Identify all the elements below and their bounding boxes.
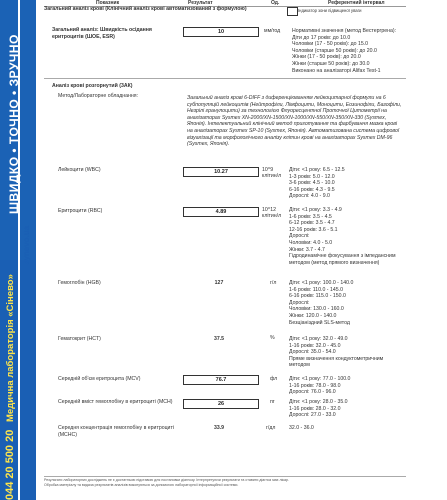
mch-name: Середній вміст гемоглобіну в еритроциті (MCH) (58, 399, 173, 405)
brand-slogan: ШВИДКО • ТОЧНО • ЗРУЧНО (7, 34, 21, 214)
rbc-ref: Діти: <1 року: 3.3 - 4.9 1-6 років: 3.5 - 4.5 6-12 років: 3.5 - 4.7 12-16 років: 3.6 - 5.1 Дорослі: Чоловіки: 4.0 - 5.0 Жінки: 3.7 - 4.7 Гідродинамічне фокусування з імпедансним методом (метод прямого визначення) (289, 207, 396, 266)
wbc-name: Лейкоцити (WBC) (58, 167, 101, 173)
hgb-unit: г/л (270, 280, 277, 286)
hgb-name: Гемоглобін (HGB) (58, 280, 101, 286)
method-text: Загальний аналіз крові 6-DIFF з диференціюванням лейкоцитарної формули на 6 субпопуляцій лейкоцитів (Нейтрофіли, Лімфоцити, Моноцити, Еозинофіли, Базофіли, Незрілі гранулоцити) за технологією Флуоресцентної Проточної Цитометрії на аналізаторах Sysmex XN-2000/XN-1500/XN-1000/XN-550/XN-350/XN-330 (Sysmex, Японія). Інтелектуальний клінічний метод приготування та фарбування мазка крові на аналізаторах Sysmex SP-10 (Sysmex, Японія). Автоматизована система цифрової візуалізації та морфологічного аналізу клітин крові на аналізаторах Sysmex DM-96 (Sysmex, Японія). (187, 95, 402, 148)
hct-value: 37.5 (213, 336, 225, 342)
method-label: Метод/Лабораторне обладнання: (58, 93, 139, 99)
wbc-value: 10.27 (183, 167, 259, 177)
esr-name: Загальний аналіз: Швидкість осідання еритроцитів (ШОЕ, ESR) (52, 27, 152, 40)
attention-indicator-legend-box (287, 7, 298, 16)
mcv-ref: Діти: <1 року: 77.0 - 100.0 1-16 років: 78.0 - 98.0 Дорослі: 76.0 - 96.0 (289, 376, 351, 396)
wbc-ref: Діти: <1 року: 6.5 - 12.5 1-3 років: 5.0 - 12.0 3-6 років: 4.5 - 10.0 6-16 років: 4.3 - 9.5 Дорослі: 4.0 - 9.0 (289, 167, 345, 200)
mcv-name: Середній об'єм еритроцита (MCV) (58, 376, 141, 382)
mchc-unit: г/дл (266, 425, 276, 431)
section-title-cbc: Загальний аналіз крові (Клінічний аналіз крові автоматизований з формулою) (44, 6, 247, 12)
hgb-ref: Діти: <1 року: 100.0 - 140.0 1-6 років: 110.0 - 145.0 6-16 років: 115.0 - 150.0 Дорослі: Чоловіки: 130.0 - 160.0 Жінки: 120.0 - 140.0 Безціаніздний SLS-метод (289, 280, 354, 326)
mch-ref: Діти: <1 року: 28.0 - 35.0 1-16 років: 28.0 - 32.0 Дорослі: 27.0 - 33.0 (289, 399, 348, 419)
section-title-full-cbc: Аналіз крові розгорнутий (3АК) (52, 83, 133, 89)
rbc-name: Еритроцити (RBC) (58, 208, 103, 214)
header-reference: Референтний інтервал (328, 0, 385, 6)
brand-url: synevo.ua (22, 225, 31, 265)
brand-sidebar (0, 0, 36, 500)
rbc-value: 4.89 (183, 207, 259, 217)
brand-phone: 044 20 500 20 (4, 429, 16, 500)
hct-ref: Діти: <1 року: 32.0 - 49.0 1-16 років: 32.0 - 45.0 Дорослі: 35.0 - 54.0 Пряме визначення кондуктометричним методом (289, 336, 384, 369)
mchc-name: Середня концентрація гемоглобіну в еритроциті (MCHC) (58, 425, 174, 438)
brand-lab-name: Медична лабораторія «Сінево» (5, 274, 16, 422)
footer-disclaimer: Результати лабораторних досліджень не є достатньою підставою для постановки діагнозу. Інтерпретуючи результати та ставити діагноз має лікар. (44, 478, 290, 482)
header-result: Результат (188, 0, 213, 6)
header-indicator: Показник (96, 0, 120, 6)
hgb-value: 127 (214, 280, 224, 286)
mcv-value: 76.7 (183, 375, 259, 385)
esr-value: 10 (183, 27, 259, 37)
mchc-value: 33.9 (213, 425, 225, 431)
mchc-ref: 32.0 - 36.0 (289, 425, 314, 431)
hct-unit: % (270, 335, 275, 341)
esr-ref: Нормативні значення (метод Вестергрена): Діти до 17 років: до 10.0 Чоловіки (17 - 50 років): до 15.0 Чоловіки (старше 50 років): до 20.0 Жінки (17 - 50 років): до 20.0 Жінки (старше 50 років): до 30.0 Виконано на аналізаторі Alifax Test-1 (292, 28, 397, 74)
mch-value: 26 (183, 399, 259, 409)
hct-name: Гематокрит (HCT) (58, 336, 101, 342)
wbc-unit: 10^9 клітин/л (262, 167, 282, 179)
header-unit: Од. (271, 0, 280, 6)
attention-indicator-legend: Індикатор зони підвищеної уваги (298, 7, 362, 13)
mch-unit: пг (270, 399, 275, 405)
esr-unit: мм/год (264, 28, 281, 34)
lab-report (44, 0, 447, 500)
rbc-unit: 10^12 клітин/л (262, 207, 282, 219)
footer-lis-note: Обробка матеріалу та видача результатів аналізів виконуються за допомогою лабораторної інформаційної системи. (44, 483, 239, 487)
mcv-unit: фл (270, 376, 278, 382)
